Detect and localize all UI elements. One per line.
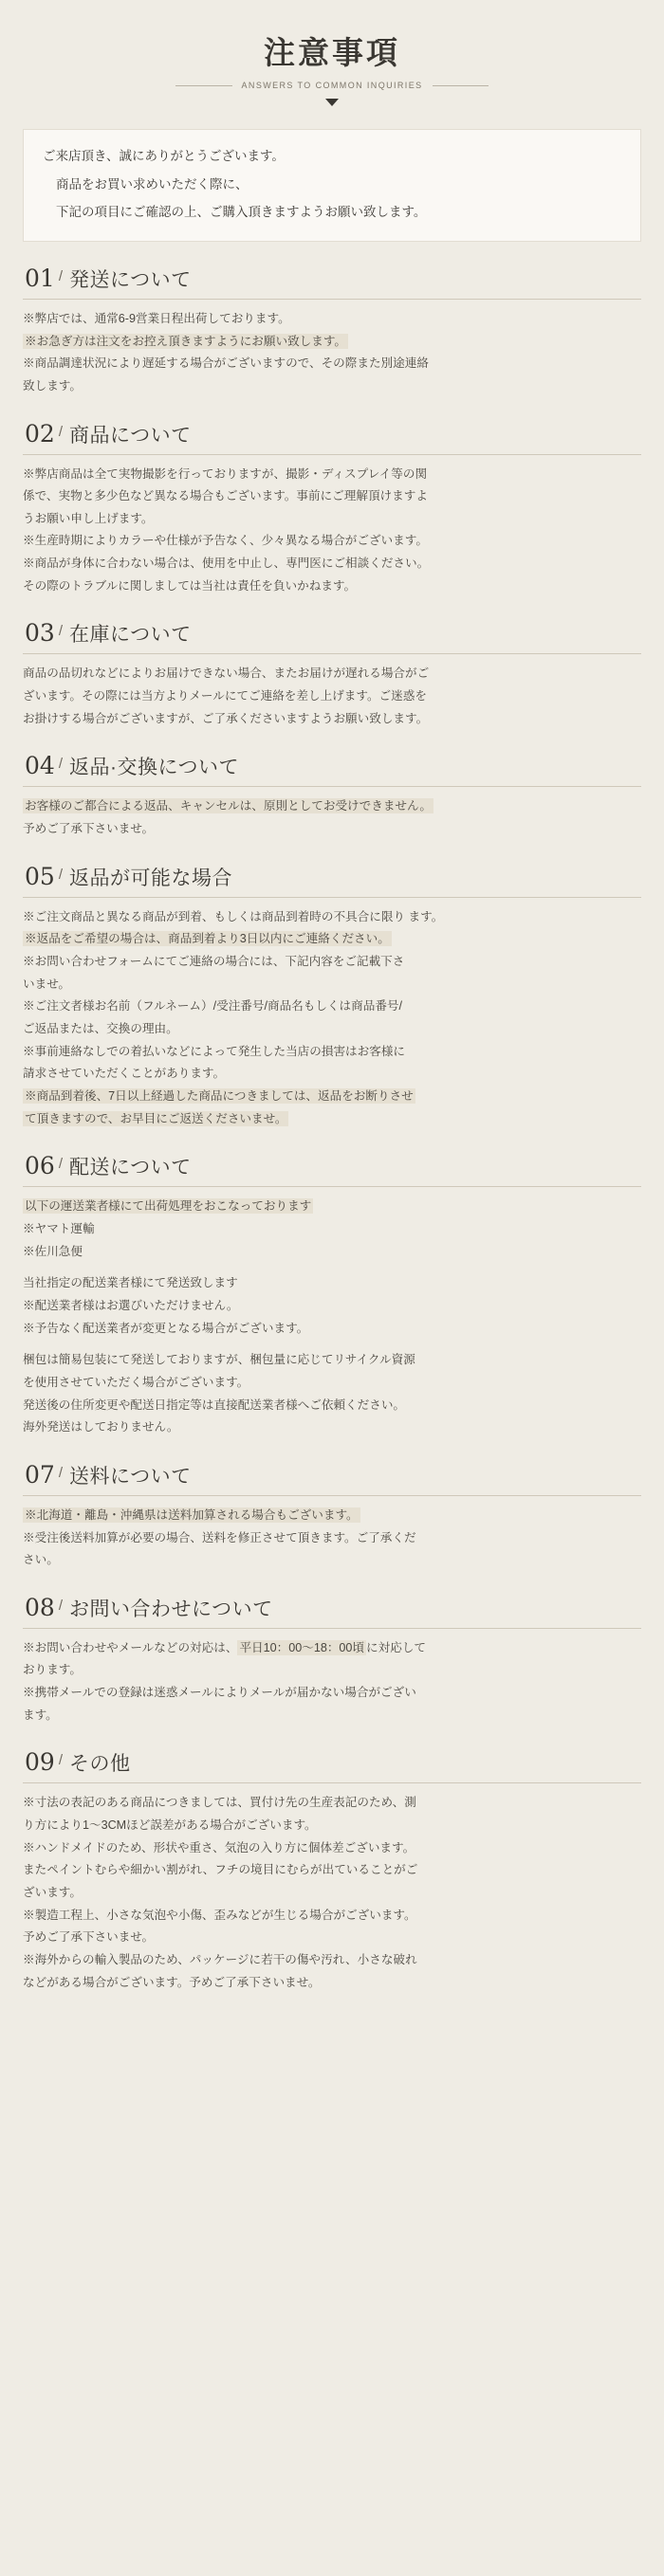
section-body xyxy=(23,465,641,597)
section-line: ※佐川急便 xyxy=(23,1244,83,1258)
section-number: 03 xyxy=(25,619,55,648)
section-slash-icon: / xyxy=(58,1597,63,1614)
section-body xyxy=(23,796,641,839)
section-body xyxy=(23,1197,641,1438)
section-number: 04 xyxy=(25,752,55,780)
section xyxy=(23,606,641,729)
section-number: 02 xyxy=(25,419,55,448)
section-title: 返品·交換について xyxy=(68,757,240,779)
section-line: 請求させていただくことがあります。 xyxy=(23,1067,226,1081)
section-line: ※ヤマト運輸 xyxy=(23,1221,95,1235)
intro-box xyxy=(23,129,641,242)
section-line: 海外発送はしておりません。 xyxy=(23,1420,179,1434)
section-line: ます。 xyxy=(23,1708,58,1722)
section xyxy=(23,1448,641,1571)
section-line: ご返品または、交換の理由。 xyxy=(23,1022,178,1035)
section-number: 06 xyxy=(25,1152,55,1180)
highlighted-text: 以下の運送業者様にて出荷処理をおこなっております xyxy=(25,1199,312,1214)
section-header xyxy=(23,1580,641,1629)
highlighted-text: ※商品到着後、7日以上経過した商品につきましては、返品をお断りさせ xyxy=(25,1088,414,1103)
section-line: などがある場合がございます。予めご了承下さいませ。 xyxy=(23,1975,321,1989)
section-line xyxy=(23,1087,641,1107)
section-number: 07 xyxy=(25,1460,55,1489)
caret-down-icon xyxy=(325,99,339,106)
section-line: ※予告なく配送業者が変更となる場合がございます。 xyxy=(23,1321,309,1335)
section-line: 当社指定の配送業者様にて発送致します xyxy=(23,1276,238,1290)
section-slash-icon: / xyxy=(58,756,63,773)
section-line: いませ。 xyxy=(23,977,70,991)
section-line: お掛けする場合がございますが、ご了承くださいますようお願い致します。 xyxy=(23,711,429,725)
section-line: ※生産時期によりカラーや仕様が予告なく、少々異なる場合がございます。 xyxy=(23,534,428,548)
section-slash-icon: / xyxy=(58,267,63,284)
section-line: 発送後の住所変更や配送日指定等は直接配送業者様へご依頼ください。 xyxy=(23,1398,405,1412)
section-line: ※携帯メールでの登録は迷惑メールによりメールが届かない場合がござい xyxy=(23,1686,416,1700)
section-header xyxy=(23,1139,641,1187)
header-subtitle-rule xyxy=(175,81,489,90)
section-line xyxy=(23,929,641,950)
section-line: ※海外からの輸入製品のため、パッケージに若干の傷や汚れ、小さな破れ xyxy=(23,1953,417,1967)
section-line: ※配送業者様はお選びいただけません。 xyxy=(23,1298,239,1312)
section-header xyxy=(23,1448,641,1496)
section-line: ※ご注文者様お名前（フルネーム）/受注番号/商品名もしくは商品番号/ xyxy=(23,999,403,1014)
section-number: 09 xyxy=(25,1748,55,1777)
section-line: 予めご了承下さいませ。 xyxy=(23,822,155,836)
section-number: 05 xyxy=(25,862,55,890)
highlighted-text: ※お急ぎ方は注文をお控え頂きますようにお願い致します。 xyxy=(25,334,347,348)
section-line: ざいます。その際には当方よりメールにてご連絡を差し上げます。ご迷惑を xyxy=(23,689,427,703)
section-line xyxy=(23,1109,641,1130)
section-line: を使用させていただく場合がございます。 xyxy=(23,1375,249,1389)
section-line xyxy=(23,1506,641,1526)
section-header xyxy=(23,407,641,455)
section-body xyxy=(23,1638,641,1726)
section xyxy=(23,407,641,597)
highlighted-text: 平日10：00～18：00頃 xyxy=(239,1640,365,1654)
section-slash-icon: / xyxy=(58,866,63,883)
rule-left xyxy=(175,85,232,86)
section-line: ※ご注文商品と異なる商品が到着、もしくは商品到着時の不具合に限り ます。 xyxy=(23,909,444,923)
section-line: り方により1～3CMほど誤差がある場合がございます。 xyxy=(23,1818,317,1833)
section-line: ※ハンドメイドのため、形状や重さ、気泡の入り方に個体差ございます。 xyxy=(23,1840,415,1854)
section xyxy=(23,739,641,839)
section xyxy=(23,251,641,397)
section-header xyxy=(23,1735,641,1783)
section-line: ※お問い合わせやメールなどの対応は、 平日10：00～18：00頃 に対応して xyxy=(23,1640,427,1654)
section-header xyxy=(23,739,641,787)
section-line: おります。 xyxy=(23,1663,82,1677)
section-title: お問い合わせについて xyxy=(68,1598,273,1620)
intro-line: ご来店頂き、誠にありがとうございます。 xyxy=(43,149,285,163)
section-line xyxy=(23,332,641,353)
intro-line: 下記の項目にご確認の上、ご購入頂きますようお願い致します。 xyxy=(56,205,427,220)
section-line: さい。 xyxy=(23,1553,59,1567)
section-line: その際のトラブルに関しましては当社は責任を負いかねます。 xyxy=(23,578,357,593)
section-line: ※弊店では、通常6-9営業日程出荷しております。 xyxy=(23,311,290,325)
sections-container xyxy=(0,251,664,1993)
section-header xyxy=(23,850,641,898)
section-slash-icon: / xyxy=(58,623,63,640)
section-title: その他 xyxy=(68,1753,131,1776)
section-header xyxy=(23,606,641,654)
section-line: ※寸法の表記のある商品につきましては、買付け先の生産表記のため、測 xyxy=(23,1796,416,1810)
section-slash-icon: / xyxy=(58,1156,63,1173)
section-slash-icon: / xyxy=(58,423,63,440)
section-line: ※弊店商品は全て実物撮影を行っておりますが、撮影・ディスプレイ等の関 xyxy=(23,466,428,481)
section-line: またペイントむらや細かい割がれ、フチの境目にむらが出ていることがご xyxy=(23,1863,418,1877)
section-title: 発送について xyxy=(68,268,192,291)
section-line: ざいます。 xyxy=(23,1886,82,1900)
section-line: ※商品が身体に合わない場合は、使用を中止し、専門医にご相談ください。 xyxy=(23,557,430,571)
section-line: ※受注後送料加算が必要の場合、送料を修正させて頂きます。ご了承くだ xyxy=(23,1530,416,1544)
section-line: ※事前連絡なしでの着払いなどによって発生した当店の損害はお客様に xyxy=(23,1044,405,1058)
highlighted-text: お客様のご都合による返品、キャンセルは、原則としてお受けできません。 xyxy=(25,799,432,813)
section-number: 08 xyxy=(25,1593,55,1621)
section-title: 商品について xyxy=(68,424,192,447)
section-line: ※商品調達状況により遅延する場合がございますので、その際また別途連絡 xyxy=(23,356,429,371)
page-subtitle: ANSWERS TO COMMON INQUIRIES xyxy=(241,81,423,90)
section xyxy=(23,1580,641,1726)
section-line: 致します。 xyxy=(23,378,82,393)
section-title: 送料について xyxy=(68,1465,192,1488)
highlighted-text: ※北海道・離島・沖縄県は送料加算される場合もございます。 xyxy=(25,1507,359,1522)
section-line: ※製造工程上、小さな気泡や小傷、歪みなどが生じる場合がございます。 xyxy=(23,1908,416,1922)
section-title: 在庫について xyxy=(68,624,192,647)
section-slash-icon: / xyxy=(58,1752,63,1769)
rule-right xyxy=(433,85,489,86)
section-line: ※お問い合わせフォームにてご連絡の場合には、下記内容をご記載下さ xyxy=(23,955,405,969)
section-body xyxy=(23,309,641,397)
section-line xyxy=(23,796,641,817)
section-body xyxy=(23,1793,641,1993)
section-line: 予めご了承下さいませ。 xyxy=(23,1930,155,1945)
section-line: うお願い申し上げます。 xyxy=(23,511,154,525)
section xyxy=(23,1735,641,1993)
section-body xyxy=(23,907,641,1130)
page-header xyxy=(0,0,664,112)
intro-line: 商品をお買い求めいただく際に、 xyxy=(56,176,249,192)
highlighted-text: て頂きますので、お早目にご返送くださいませ。 xyxy=(25,1111,287,1125)
section-line: 係で、実物と多少色など異なる場合もございます。事前にご理解頂けますよ xyxy=(23,489,428,503)
section-body xyxy=(23,1506,641,1571)
section xyxy=(23,1139,641,1438)
section xyxy=(23,850,641,1130)
section-line xyxy=(23,1197,641,1217)
page-title: 注意事項 xyxy=(264,34,400,71)
section-number: 01 xyxy=(25,264,55,292)
section-line: 商品の品切れなどによりお届けできない場合、またお届けが遅れる場合がご xyxy=(23,667,430,681)
section-title: 配送について xyxy=(68,1157,192,1179)
section-body xyxy=(23,664,641,729)
section-header xyxy=(23,251,641,300)
section-slash-icon: / xyxy=(58,1464,63,1481)
section-title: 返品が可能な場合 xyxy=(68,867,232,889)
highlighted-text: ※返品をご希望の場合は、商品到着より3日以内にご連絡ください。 xyxy=(25,932,390,946)
section-line: 梱包は簡易包装にて発送しておりますが、梱包量に応じてリサイクル資源 xyxy=(23,1353,415,1367)
